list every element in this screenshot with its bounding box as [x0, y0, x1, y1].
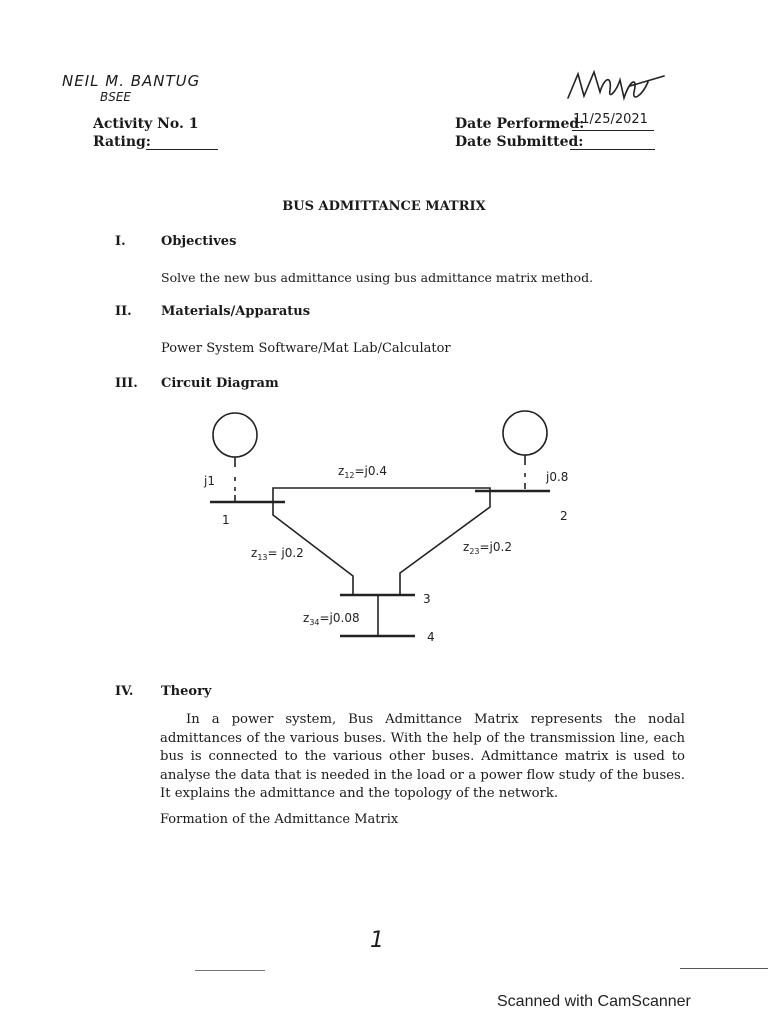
z23-label: $z_{23}=j0.2$ [463, 540, 512, 556]
scan-mark-right [680, 968, 768, 969]
theory-subheading: Formation of the Admittance Matrix [160, 812, 399, 827]
rating-blank [146, 149, 218, 150]
line-2-3 [400, 491, 490, 595]
activity-label: Activity No. 1 [93, 116, 199, 132]
date-submitted-label: Date Submitted: [455, 134, 584, 150]
z13-label: $z_{13}= j0.2$ [251, 546, 304, 562]
section-1-number: I. [115, 234, 126, 249]
generator-2-label: j0.8 [546, 470, 569, 484]
bus-2-number: 2 [560, 509, 568, 523]
date-performed-label: Date Performed: [455, 116, 585, 132]
circuit-diagram [190, 405, 610, 650]
section-2-body: Power System Software/Mat Lab/Calculator [161, 341, 451, 356]
bus-1-number: 1 [222, 513, 230, 527]
z12-label: $z_{12}=j0.4$ [338, 464, 387, 480]
handwritten-course: BSEE [100, 90, 132, 104]
document-title: BUS ADMITTANCE MATRIX [282, 199, 486, 214]
signature [560, 62, 680, 112]
theory-paragraph: In a power system, Bus Admittance Matrix represents the nodal admittances of the various buses. With the help of the transmission line, each bus is connected to the various other buses. Admittance matrix is used to analyse the data that is needed in the load or a power flow study of the buses. It explains the admittance and the topology of the network. [160, 712, 685, 801]
bus-4-number: 4 [427, 630, 435, 644]
section-4-number: IV. [115, 684, 134, 699]
scan-mark-left [195, 970, 265, 971]
rating-label: Rating: [93, 134, 151, 150]
handwritten-name: NEIL M. BANTUG [62, 72, 201, 90]
section-1-body: Solve the new bus admittance using bus admittance matrix method. [161, 270, 594, 285]
camscanner-watermark: Scanned with CamScanner [497, 993, 691, 1010]
section-3-number: III. [115, 376, 138, 391]
section-2-number: II. [115, 304, 132, 319]
generator-1-symbol [213, 413, 257, 457]
section-4-heading: Theory [161, 684, 212, 699]
line-1-2 [273, 488, 490, 502]
section-2-heading: Materials/Apparatus [161, 304, 311, 319]
z34-label: $z_{34}=j0.08$ [303, 611, 360, 627]
generator-2-symbol [503, 411, 547, 455]
date-performed-blank [572, 130, 654, 131]
section-3-heading: Circuit Diagram [161, 376, 279, 391]
date-submitted-blank [570, 149, 655, 150]
date-performed-value: 11/25/2021 [573, 112, 648, 127]
generator-1-label: j1 [204, 474, 215, 488]
section-1-heading: Objectives [161, 234, 237, 249]
handwritten-page-number: 1 [370, 928, 384, 953]
bus-3-number: 3 [423, 592, 431, 606]
